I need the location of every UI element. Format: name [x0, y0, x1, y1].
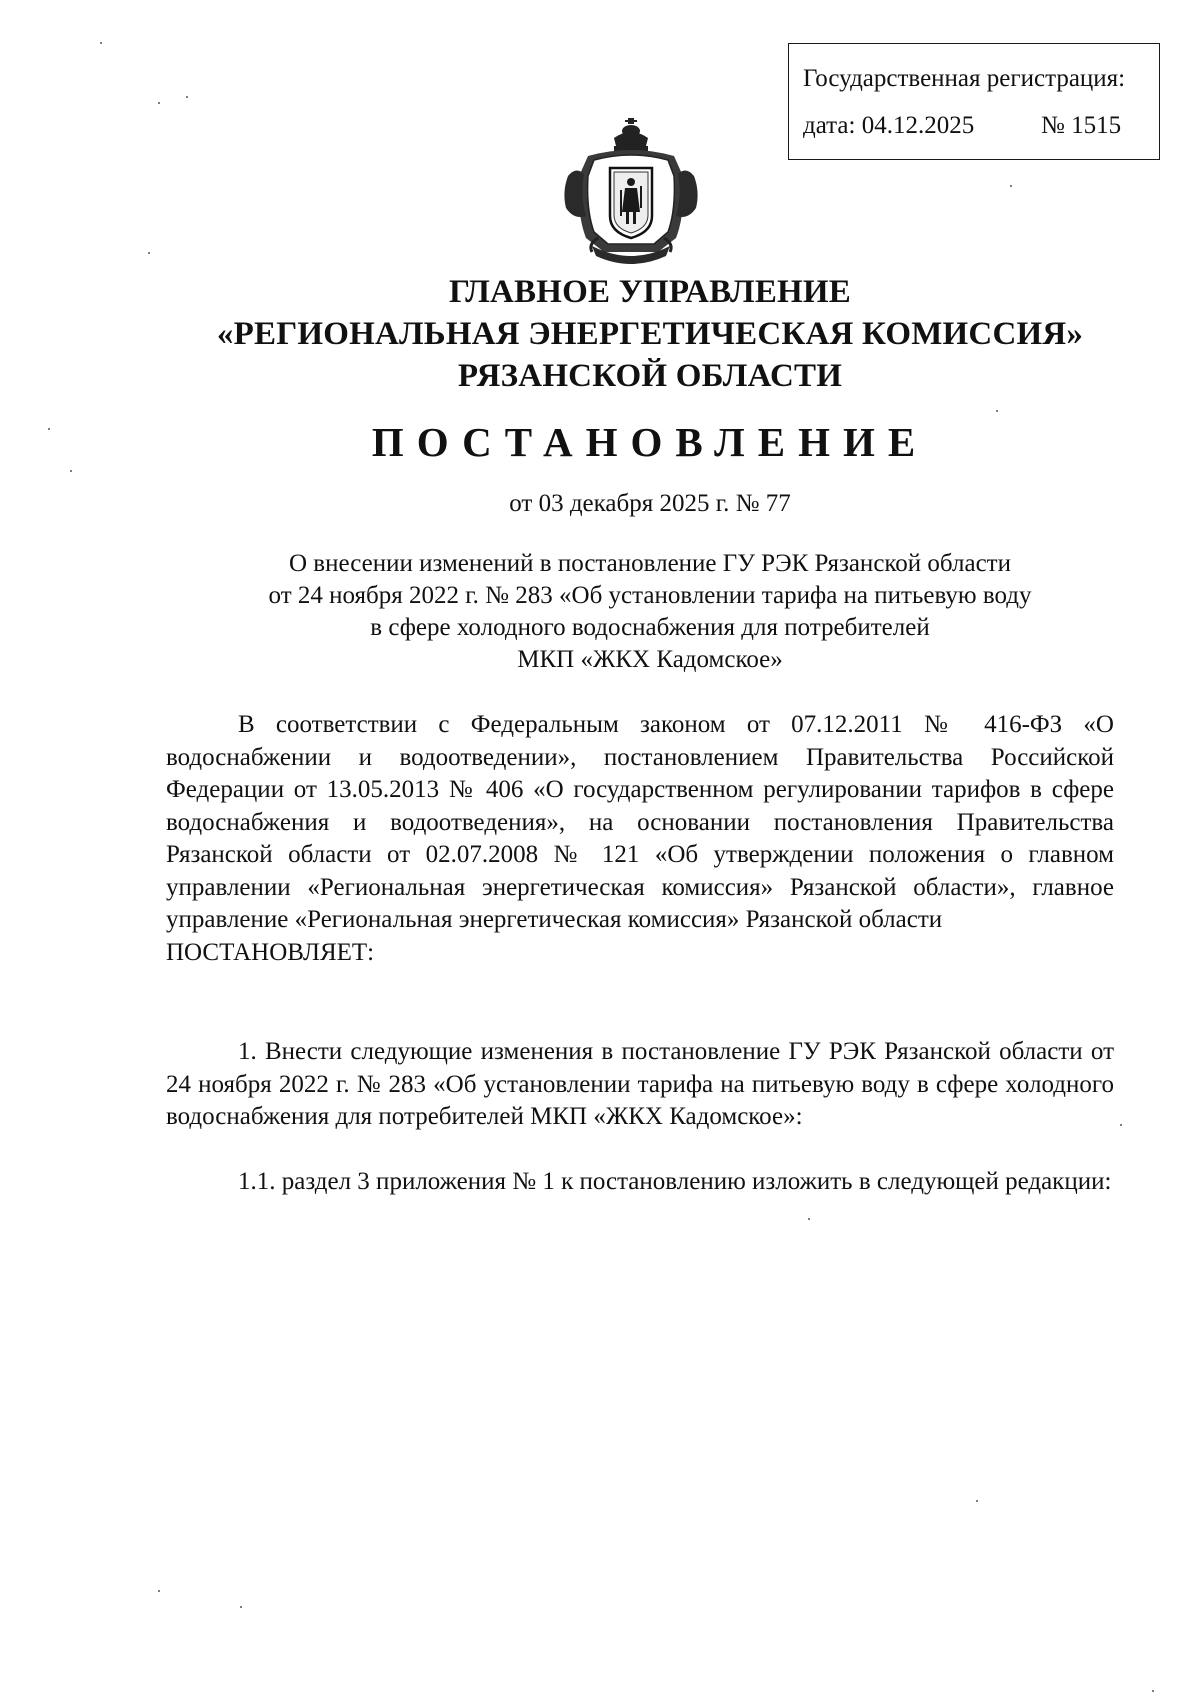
subject-line-1: О внесении изменений в постановление ГУ РЭК Рязанской области — [289, 550, 1011, 577]
subject-line-3: в сфере холодного водоснабжения для потребителей — [370, 614, 930, 641]
registration-stamp — [788, 43, 1160, 160]
item-1-1-paragraph: 1.1. раздел 3 приложения № 1 к постановлению изложить в следующей редакции: — [238, 1168, 1112, 1195]
ryazan-coat-of-arms-icon — [558, 116, 704, 268]
preamble-text: В соответствии с Федеральным законом от 07.12.2011 № 416-ФЗ «О водоснабжении и водоотведении», постановлением Правительства Российской Федерации от 13.05.2013 № 406 «О государственном регулировании тарифов в сфере водоснабжения и водоотведения», на основании постановления Правительства Рязанской области от 02.07.2008 № 121 «Об утверждении положения о главном управлении «Региональная энергетическая комиссия» Рязанской области», главное управление «Региональная энергетическая комиссия» Рязанской области — [166, 711, 1114, 933]
scan-speck — [158, 1590, 160, 1592]
scan-speck — [100, 42, 102, 44]
scan-speck — [148, 252, 150, 254]
subject-line-4: МКП «ЖКХ Кадомское» — [517, 646, 783, 673]
scan-speck — [240, 1606, 242, 1608]
scan-speck — [48, 428, 50, 430]
agency-title-line-1: ГЛАВНОЕ УПРАВЛЕНИЕ — [448, 274, 851, 310]
scan-speck — [976, 1500, 978, 1502]
decree-word: ПОСТАНОВЛЯЕТ: — [166, 938, 375, 966]
scan-speck — [158, 102, 160, 104]
scan-speck — [1152, 1690, 1154, 1692]
preamble-paragraph — [166, 709, 1114, 969]
registration-number: № 1515 — [1041, 112, 1122, 139]
scan-speck — [808, 1218, 810, 1220]
document-type-heading: ПОСТАНОВЛЕНИЕ — [371, 419, 929, 465]
scan-speck — [996, 410, 998, 412]
agency-title-line-2: «РЕГИОНАЛЬНАЯ ЭНЕРГЕТИЧЕСКАЯ КОМИССИЯ» — [216, 316, 1084, 352]
agency-title-line-3: РЯЗАНСКОЙ ОБЛАСТИ — [457, 358, 843, 394]
registration-title: Государственная регистрация: — [803, 65, 1126, 92]
subject-line-2: от 24 ноября 2022 г. № 283 «Об установлении тарифа на питьевую воду — [268, 582, 1032, 609]
registration-date: дата: 04.12.2025 — [803, 112, 975, 139]
item-1-paragraph: 1. Внести следующие изменения в постановление ГУ РЭК Рязанской области от 24 ноября 2022 г. № 283 «Об установлении тарифа на питьевую воду в сфере холодного водоснабжения для потребителей МКП «ЖКХ Кадомское»: — [166, 1038, 1114, 1130]
document-date-number: от 03 декабря 2025 г. № 77 — [509, 490, 791, 517]
scan-speck — [1120, 1124, 1122, 1126]
scan-speck — [1010, 185, 1012, 187]
scan-speck — [186, 96, 188, 98]
scan-speck — [70, 470, 72, 472]
